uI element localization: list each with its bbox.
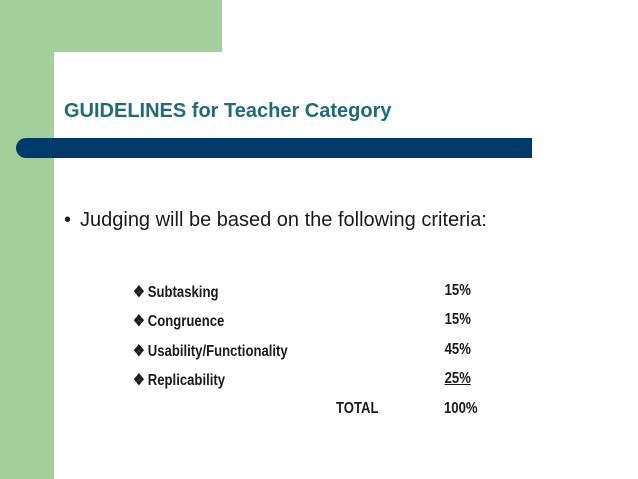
criteria-item-replicability <box>133 370 471 392</box>
criteria-percent: 15% <box>444 311 471 328</box>
total-label: TOTAL <box>336 400 379 417</box>
criteria-percent: 45% <box>444 341 471 358</box>
decorative-green-band-top <box>0 0 222 52</box>
bullet-paragraph <box>64 206 514 234</box>
slide-title: GUIDELINES for Teacher Category <box>64 100 392 122</box>
criteria-percent: 15% <box>444 282 471 299</box>
diamond-bullet-icon: ❖ <box>133 313 145 330</box>
diamond-bullet-icon: ❖ <box>133 372 145 389</box>
bullet-paragraph-text: Judging will be based on the following criteria: <box>80 209 487 231</box>
total-value: 100% <box>444 400 478 417</box>
criteria-name: Usability/Functionality <box>147 343 288 360</box>
diamond-bullet-icon: ❖ <box>133 284 145 301</box>
criteria-item-usability-functionality <box>133 341 471 363</box>
criteria-item-congruence <box>133 311 471 333</box>
title-underline-bar <box>16 138 532 158</box>
criteria-percent: 25% <box>444 370 471 387</box>
criteria-name: Congruence <box>147 313 225 330</box>
criteria-item-subtasking <box>133 282 471 304</box>
criteria-name: Subtasking <box>147 284 219 301</box>
bullet-dot-icon: • <box>64 209 72 231</box>
criteria-name: Replicability <box>147 372 226 389</box>
diamond-bullet-icon: ❖ <box>133 343 145 360</box>
decorative-green-band-left <box>0 0 54 479</box>
